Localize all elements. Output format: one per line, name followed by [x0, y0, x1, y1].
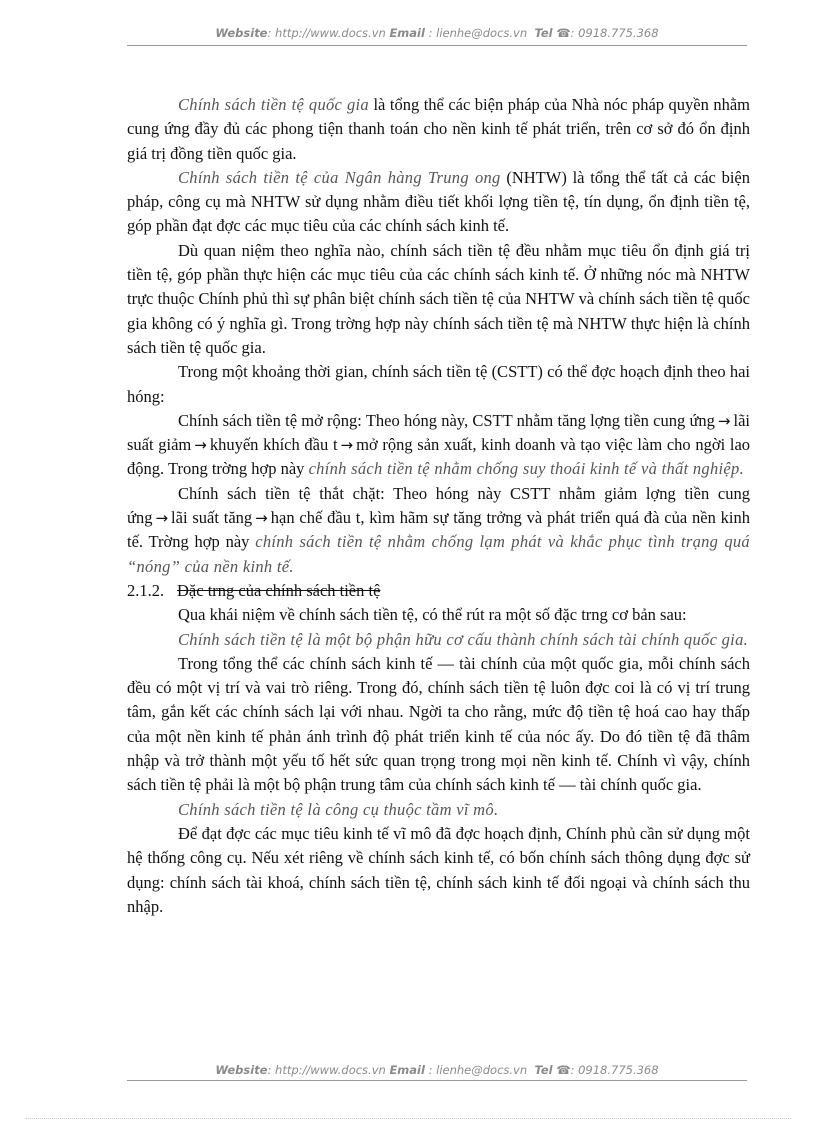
phone-icon: ☎ [556, 1063, 571, 1077]
paragraph-text: (NHTW) là tổng thể tất cả các biện pháp, công cụ mà NHTW sử dụng nhằm điều tiết khối lợng tiền tệ, tín dụng, ổn định tiền tệ, góp phần đạt đợc các mục tiêu của các chính sách kinh tế. [127, 167, 750, 236]
page-footer [127, 1063, 747, 1077]
arrow-icon: → [194, 436, 207, 455]
paragraph [127, 409, 750, 482]
paragraph [127, 166, 750, 239]
header-tel-value: : 0918.775.368 [570, 26, 659, 40]
section-number: 2.1.2. [127, 580, 165, 600]
term: Chính sách tiền tệ quốc gia [178, 95, 369, 114]
footer-email-label: Email [389, 1063, 425, 1077]
header-email-label: Email [389, 26, 425, 40]
page-header [127, 26, 747, 40]
paragraph: Để đạt đợc các mục tiêu kinh tế vĩ mô đã đợc hoạch định, Chính phủ cần sử dụng một hệ thống công cụ. Nếu xét riêng về chính sách kinh tế, có bốn chính sách thông dụng đợc sử dụng: chính sách tài khoá, chính sách tiền tệ, chính sách kinh tế đối ngoại và chính sách thu nhập. [127, 823, 750, 916]
paragraph-text: là tổng thể các biện pháp của Nhà nóc pháp quyền nhằm cung ứng đầy đủ các phong tiện thanh toán cho nền kinh tế phát triển, trên cơ sở đó ổn định giá trị đồng tiền quốc gia. [127, 95, 750, 163]
section-heading [127, 579, 750, 603]
paragraph-text: Chính sách tiền tệ mở rộng: Theo hóng này, CSTT nhằm tăng lợng tiền cung ứng [178, 410, 715, 430]
arrow-icon: → [717, 411, 731, 430]
arrow-icon: → [255, 509, 268, 528]
paragraph-text: mở rộng sản xuất, kinh doanh và tạo việc làm cho ngời lao động. Trong trờng hợp này [127, 435, 751, 479]
paragraph: Trong tổng thể các chính sách kinh tế — tài chính của một quốc gia, mỗi chính sách đều có một vị trí và vai trò riêng. Trong đó, chính sách tiền tệ luôn đợc coi là có vị trí trung tâm, gắn kết các chính sách lại với nhau. Ngời ta cho rằng, mức độ tiền tệ hoá cao hay thấp của một nền kinh tế phản ánh trình độ phát triển kinh tế của nóc ấy. Do đó tiền tệ đã thâm nhập và trở thành một yếu tố hết sức quan trọng trong mọi nền kinh tế. Chính vì vậy, chính sách tiền tệ phải là một bộ phận trung tâm của chính sách kinh tế — tài chính quốc gia. [127, 653, 750, 795]
paragraph: Dù quan niệm theo nghĩa nào, chính sách tiền tệ đều nhằm mục tiêu ổn định giá trị tiền tệ, góp phần thực hiện các mục tiêu của các chính sách kinh tế. Ở những nóc mà NHTW trực thuộc Chính phủ thì sự phân biệt chính sách tiền tệ của NHTW và chính sách tiền tệ quốc gia không có ý nghĩa gì. Trong trờng hợp này chính sách tiền tệ mà NHTW thực hiện là chính sách tiền tệ quốc gia. [127, 240, 750, 357]
header-website-link[interactable]: : http://www.docs.vn [267, 26, 386, 40]
paragraph [127, 93, 750, 166]
term: Chính sách tiền tệ của Ngân hàng Trung ong [178, 167, 501, 187]
header-email-link[interactable]: : lienhe@docs.vn [424, 26, 528, 40]
document-body [127, 93, 750, 919]
arrow-icon: → [340, 436, 354, 455]
header-tel-label: Tel [534, 26, 553, 40]
footer-rule [127, 1080, 747, 1081]
footer-website-link[interactable]: : http://www.docs.vn [267, 1063, 386, 1077]
phone-icon: ☎ [556, 26, 571, 40]
paragraph-text: hạn chế đầu t, kìm hãm sự tăng trởng và phát triển quá đà của nền kinh tế. Trờng hợp này [127, 508, 751, 552]
paragraph-italic: Chính sách tiền tệ là công cụ thuộc tầm vĩ mô. [178, 799, 499, 819]
emphasis: chính sách tiền tệ nhằm chống lạm phát và khắc phục tình trạng quá “nóng” của nền kinh tế. [127, 532, 750, 576]
section-title: Đặc trng của chính sách tiền tệ [177, 580, 381, 600]
footer-email-link[interactable]: : lienhe@docs.vn [424, 1063, 528, 1077]
footer-tel-value: : 0918.775.368 [570, 1063, 659, 1077]
footer-website-label: Website [215, 1063, 268, 1077]
paragraph-text: khuyến khích đầu t [209, 435, 338, 455]
header-rule [127, 45, 747, 46]
paragraph-italic: Chính sách tiền tệ là một bộ phận hữu cơ cấu thành chính sách tài chính quốc gia. [178, 629, 749, 649]
paragraph: Qua khái niệm về chính sách tiền tệ, có thể rút ra một số đặc trng cơ bản sau: [178, 605, 687, 625]
header-website-label: Website [215, 26, 268, 40]
arrow-icon: → [155, 509, 169, 528]
paragraph-text: Chính sách tiền tệ thắt chặt: Theo hóng này CSTT nhằm giảm lợng tiền cung ứng [127, 483, 750, 528]
paragraph-text: lãi suất tăng [171, 508, 253, 528]
paragraph [127, 482, 750, 579]
footer-tel-label: Tel [534, 1063, 553, 1077]
emphasis: chính sách tiền tệ nhằm chống suy thoái kinh tế và thất nghiệp. [308, 459, 745, 479]
paragraph-text: lãi suất giảm [127, 410, 750, 455]
page-bottom-border [25, 1118, 791, 1119]
paragraph: Trong một khoảng thời gian, chính sách tiền tệ (CSTT) có thể đợc hoạch định theo hai hóng: [127, 362, 750, 406]
